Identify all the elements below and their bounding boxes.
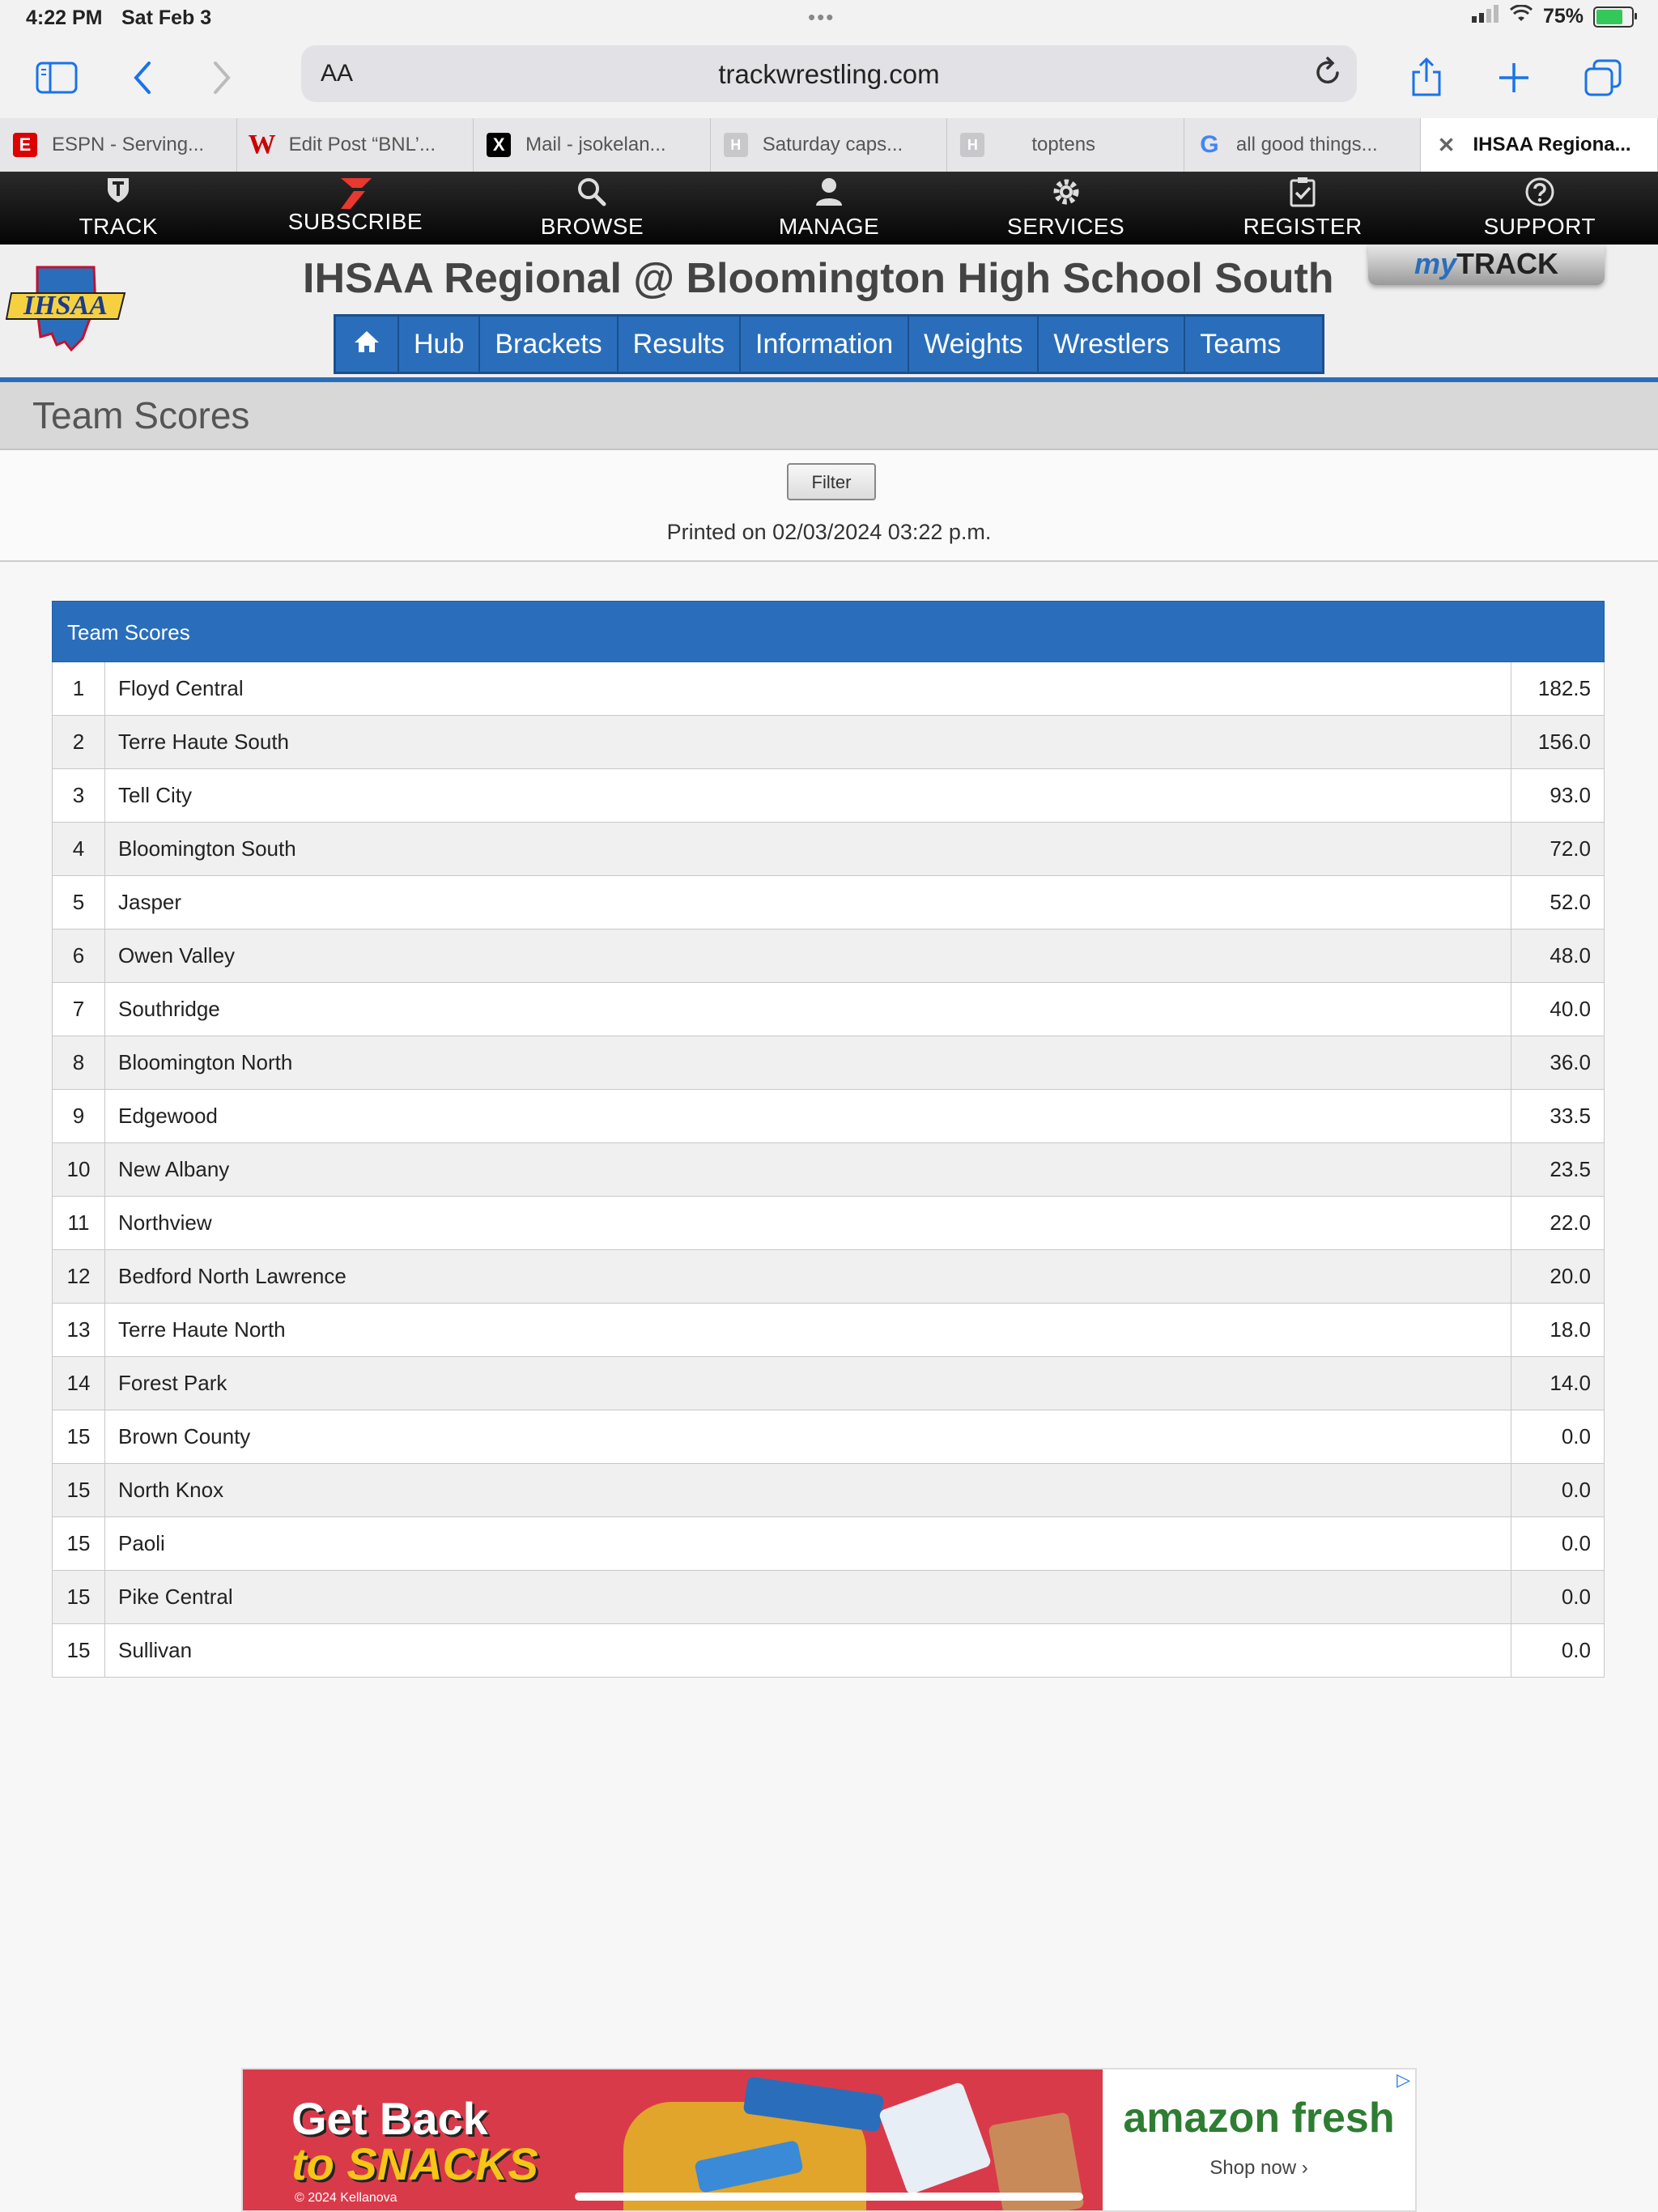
nav-label: SUBSCRIBE: [287, 209, 423, 234]
team-score: 0.0: [1561, 1638, 1591, 1662]
table-row: [52, 1036, 1605, 1090]
team-rank: 2: [53, 716, 105, 768]
tab-label: Edit Post “BNL’...: [288, 134, 436, 155]
team-name: Pike Central: [105, 1571, 1511, 1623]
team-name: Jasper: [105, 876, 1511, 929]
team-scores-table: [52, 601, 1605, 1678]
track-shield-icon: [0, 177, 237, 212]
h-icon: H: [960, 133, 984, 157]
close-icon[interactable]: ✕: [1437, 132, 1456, 157]
table-header: Team Scores: [52, 601, 1605, 662]
team-rank: 12: [53, 1250, 105, 1303]
team-rank: 13: [53, 1304, 105, 1356]
table-row: [52, 1090, 1605, 1143]
team-score: 36.0: [1550, 1050, 1591, 1074]
team-rank: 1: [53, 662, 105, 715]
menu-brackets[interactable]: Brackets: [480, 317, 618, 372]
team-name: Bloomington South: [105, 823, 1511, 875]
team-name: Owen Valley: [105, 929, 1511, 982]
battery-icon: [1593, 6, 1634, 28]
team-score: 22.0: [1550, 1210, 1591, 1235]
team-score: 40.0: [1550, 997, 1591, 1021]
menu-results[interactable]: Results: [619, 317, 741, 372]
nav-manage[interactable]: [711, 172, 948, 245]
ad-choices-icon[interactable]: ▷: [1397, 2069, 1410, 2090]
team-score: 93.0: [1550, 783, 1591, 807]
nav-services[interactable]: [947, 172, 1184, 245]
tab-label: all good things...: [1235, 134, 1378, 155]
tab-ihsaa-regional[interactable]: [1421, 118, 1658, 172]
back-icon[interactable]: [120, 55, 165, 100]
ihsaa-logo[interactable]: [5, 261, 128, 358]
tab-mail[interactable]: [474, 118, 711, 172]
table-row: [52, 716, 1605, 769]
browser-tabs: [0, 118, 1658, 172]
team-name: Terre Haute South: [105, 716, 1511, 768]
w-icon: W: [248, 130, 276, 160]
team-name: Bedford North Lawrence: [105, 1250, 1511, 1303]
menu-hub[interactable]: Hub: [399, 317, 480, 372]
reload-icon[interactable]: [1313, 55, 1342, 96]
team-rank: 5: [53, 876, 105, 929]
nav-label: REGISTER: [1243, 214, 1363, 239]
team-score: 182.5: [1537, 676, 1591, 700]
person-icon: [711, 177, 948, 215]
multitasking-dots-icon[interactable]: •••: [808, 5, 835, 29]
tab-toptens[interactable]: [947, 118, 1184, 172]
team-score: 0.0: [1561, 1424, 1591, 1448]
table-row: [52, 1517, 1605, 1571]
site-nav: [0, 172, 1658, 245]
nav-subscribe[interactable]: [237, 172, 474, 245]
status-date: Sat Feb 3: [121, 6, 212, 29]
mytrack-button[interactable]: [1368, 245, 1605, 285]
team-score: 0.0: [1561, 1478, 1591, 1502]
ad-headline-line2: to SNACKS: [291, 2138, 538, 2189]
table-row: [52, 1624, 1605, 1678]
team-rank: 11: [53, 1197, 105, 1249]
tab-saturday-caps[interactable]: [711, 118, 948, 172]
nav-track[interactable]: [0, 172, 237, 245]
team-name: New Albany: [105, 1143, 1511, 1196]
team-rank: 10: [53, 1143, 105, 1196]
nav-browse[interactable]: [474, 172, 711, 245]
event-header: [0, 245, 1658, 379]
menu-home[interactable]: [336, 317, 399, 372]
forward-icon[interactable]: [199, 55, 244, 100]
table-row: [52, 876, 1605, 929]
nav-label: SUPPORT: [1483, 214, 1596, 239]
ad-headline-line1: Get Back: [291, 2093, 488, 2144]
team-name: Brown County: [105, 1410, 1511, 1463]
printed-on-text: Printed on 02/03/2024 03:22 p.m.: [666, 520, 992, 544]
battery-percent: 75%: [1542, 5, 1584, 28]
nav-register[interactable]: [1184, 172, 1422, 245]
table-row: [52, 769, 1605, 823]
table-row: [52, 1304, 1605, 1357]
status-bar: [0, 0, 1658, 37]
cellular-signal-icon: [1472, 5, 1499, 28]
team-rank: 14: [53, 1357, 105, 1410]
nav-label: SERVICES: [1007, 214, 1125, 239]
menu-information[interactable]: Information: [741, 317, 909, 372]
ad-banner[interactable]: [241, 2068, 1417, 2212]
tab-label: IHSAA Regiona...: [1473, 134, 1631, 155]
ad-creative[interactable]: [243, 2069, 1103, 2210]
team-score: 20.0: [1550, 1264, 1591, 1288]
menu-weights[interactable]: Weights: [909, 317, 1039, 372]
filter-area: [0, 450, 1658, 562]
new-tab-icon[interactable]: [1491, 55, 1537, 100]
mytrack-suffix: TRACK: [1456, 247, 1558, 280]
team-name: Terre Haute North: [105, 1304, 1511, 1356]
ad-brand: amazon fresh: [1123, 2095, 1395, 2142]
tab-label: toptens: [1031, 134, 1096, 155]
team-name: Tell City: [105, 769, 1511, 822]
table-row: [52, 1357, 1605, 1410]
subscribe-logo-icon: [338, 177, 373, 209]
filter-button[interactable]: Filter: [787, 463, 876, 500]
nav-label: MANAGE: [778, 214, 880, 239]
team-name: Floyd Central: [105, 662, 1511, 715]
url-text[interactable]: trackwrestling.com: [718, 59, 940, 89]
team-rank: 4: [53, 823, 105, 875]
table-row: [52, 662, 1605, 716]
sidebar-icon[interactable]: [34, 55, 79, 100]
espn-icon: E: [13, 133, 37, 157]
team-name: Edgewood: [105, 1090, 1511, 1142]
team-rank: 6: [53, 929, 105, 982]
nav-label: BROWSE: [540, 214, 644, 239]
mytrack-prefix: my: [1414, 247, 1457, 280]
team-rank: 9: [53, 1090, 105, 1142]
address-bar[interactable]: [301, 45, 1357, 102]
tab-label: Mail - jsokelan...: [525, 134, 666, 155]
tab-espn[interactable]: [0, 118, 237, 172]
team-rank: 15: [53, 1624, 105, 1677]
team-rank: 8: [53, 1036, 105, 1089]
team-score: 156.0: [1537, 730, 1591, 754]
x-icon: X: [487, 133, 511, 157]
team-name: Northview: [105, 1197, 1511, 1249]
status-indicators: [1472, 5, 1634, 28]
tab-overview-icon[interactable]: [1580, 55, 1626, 100]
team-name: Bloomington North: [105, 1036, 1511, 1089]
team-score: 0.0: [1561, 1531, 1591, 1555]
team-name: Southridge: [105, 983, 1511, 1036]
team-score: 33.5: [1550, 1104, 1591, 1128]
table-row: [52, 1571, 1605, 1624]
team-rank: 15: [53, 1517, 105, 1570]
event-menu: [334, 314, 1324, 374]
browser-toolbar: [0, 37, 1658, 118]
nav-support[interactable]: [1421, 172, 1658, 245]
wifi-icon: [1509, 5, 1533, 28]
menu-wrestlers[interactable]: Wrestlers: [1039, 317, 1185, 372]
ad-brand-panel[interactable]: [1103, 2069, 1415, 2210]
status-time: 4:22 PM: [26, 6, 103, 29]
team-score: 52.0: [1550, 890, 1591, 914]
table-row: [52, 823, 1605, 876]
tab-edit-post[interactable]: [237, 118, 474, 172]
team-rank: 15: [53, 1464, 105, 1516]
google-icon: G: [1200, 131, 1219, 158]
table-row: [52, 1143, 1605, 1197]
team-score: 48.0: [1550, 943, 1591, 968]
team-rank: 15: [53, 1571, 105, 1623]
event-title: IHSAA Regional @ Bloomington High School South: [303, 255, 1334, 302]
snack-pack-image: [878, 2082, 993, 2196]
team-rank: 15: [53, 1410, 105, 1463]
clipboard-check-icon: [1184, 177, 1422, 215]
search-icon: [474, 177, 711, 215]
nav-label: TRACK: [79, 214, 158, 239]
table-row: [52, 1464, 1605, 1517]
question-icon: [1421, 177, 1658, 215]
page-title: Team Scores: [32, 394, 250, 436]
share-icon[interactable]: [1404, 55, 1449, 100]
text-size-button[interactable]: AA: [321, 60, 354, 87]
tab-all-good-things[interactable]: [1184, 118, 1422, 172]
table-row: [52, 1410, 1605, 1464]
home-indicator[interactable]: [575, 2193, 1083, 2201]
team-score: 72.0: [1550, 836, 1591, 861]
table-body: [52, 662, 1605, 1678]
table-row: [52, 983, 1605, 1036]
gear-icon: [947, 177, 1184, 215]
svg-text:IHSAA: IHSAA: [23, 291, 108, 321]
team-rank: 7: [53, 983, 105, 1036]
team-name: Paoli: [105, 1517, 1511, 1570]
h-icon: H: [724, 133, 748, 157]
ad-cta[interactable]: Shop now ›: [1209, 2157, 1308, 2179]
ad-copyright: © 2024 Kellanova: [295, 2191, 397, 2205]
tab-label: Saturday caps...: [762, 134, 903, 155]
home-icon: [353, 327, 380, 361]
team-score: 0.0: [1561, 1585, 1591, 1609]
table-row: [52, 929, 1605, 983]
team-score: 14.0: [1550, 1371, 1591, 1395]
table-row: [52, 1250, 1605, 1304]
team-name: North Knox: [105, 1464, 1511, 1516]
team-name: Forest Park: [105, 1357, 1511, 1410]
team-score: 23.5: [1550, 1157, 1591, 1181]
page-title-bar: [0, 382, 1658, 450]
team-score: 18.0: [1550, 1317, 1591, 1342]
table-row: [52, 1197, 1605, 1250]
menu-teams[interactable]: Teams: [1200, 328, 1282, 359]
team-rank: 3: [53, 769, 105, 822]
tab-label: ESPN - Serving...: [52, 134, 205, 155]
team-name: Sullivan: [105, 1624, 1511, 1677]
